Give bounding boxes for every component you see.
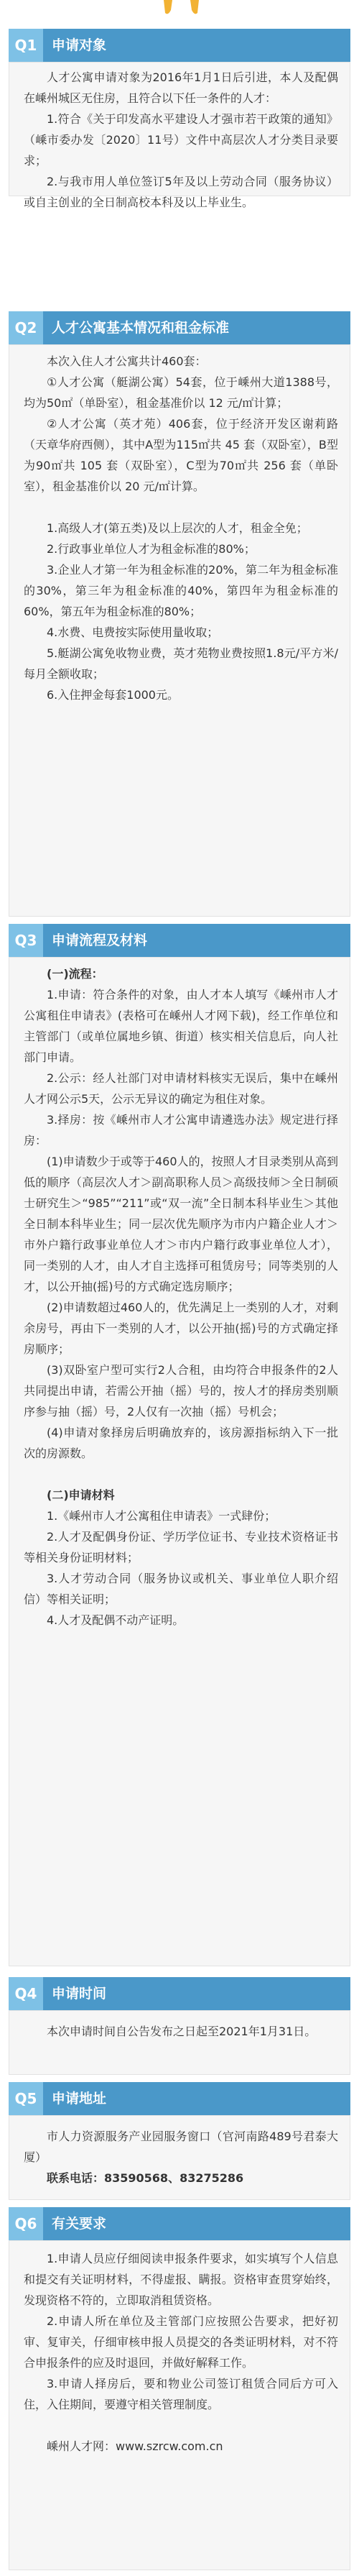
paragraph: 1.符合《关于印发高水平建设人才强市若干政策的通知》（嵊市委办发〔2020〕11号）文件中高层次人才分类目录要求； [24, 112, 338, 168]
section-title: 申请对象 [52, 37, 107, 53]
paragraph: 3.申请人择房后，要和物业公司签订租赁合同后方可入住，入住期间，要遵守相关管理制度。 [24, 2377, 338, 2411]
section-title: 申请时间 [52, 1986, 107, 2002]
paragraph: 3.企业人才第一年为租金标准的20%，第二年为租金标准的30%，第三年为租金标准的40%，第四年为租金标准的60%，第五年为租金标准的80%； [24, 563, 338, 618]
paragraph: ①人才公寓（艇湖公寓）54套，位于嵊州大道1388号，均为50㎡（单卧室），租金基准价以 12 元/㎡计算； [24, 375, 338, 410]
section-body [9, 957, 350, 1966]
question-number-badge: Q4 [9, 1977, 43, 2010]
section-application-target [9, 29, 350, 209]
paragraph: 本次入住人才公寓共计460套： [47, 354, 207, 368]
address-text: 市人力资源服务产业园服务窗口（官河南路489号君泰大厦） [24, 2130, 338, 2164]
paragraph: 2.公示：经人社部门对申请材料核实无误后，集中在嵊州人才网公示5天，公示无异议的确定为租住对象。 [24, 1071, 338, 1106]
question-number-badge: Q1 [9, 29, 43, 62]
paragraph: 1.申请：符合条件的对象，由人才本人填写《嵊州市人才公寓租住申请表》(表格可在嵊州人才网下载)，经工作单位和主管部门（或单位属地乡镇、街道）核实相关信息后，向人社部门申请。 [24, 988, 338, 1064]
paragraph: 本次申请时间自公告发布之日起至2021年1月31日。 [47, 2025, 317, 2038]
section-application-time [9, 1977, 350, 2075]
section-header [9, 311, 350, 344]
paragraph: (3)双卧室户型可实行2人合租，由均符合申报条件的2人共同提出申请，若需公开抽（摇）号的，按人才的择房类别顺序参与抽（摇）号，2人仅有一次抽（摇）号机会； [24, 1363, 338, 1418]
paragraph: 1.高级人才(第五类)及以上层次的人才，租金全免； [47, 521, 308, 535]
section-title: 有关要求 [52, 2216, 107, 2232]
paragraph: 6.入住押金每套1000元。 [47, 688, 179, 702]
section-title: 申请地址 [52, 2091, 107, 2107]
section-header [9, 1977, 350, 2010]
paragraph: 4.人才及配偶不动产证明。 [47, 1613, 185, 1627]
question-number-badge: Q5 [9, 2082, 43, 2115]
question-number-badge: Q6 [9, 2207, 43, 2240]
section-header [9, 924, 350, 957]
paragraph: (1)申请数少于或等于460人的，按照人才目录类别从高到低的顺序（高层次人才＞副高职称人员＞高级技师＞全日制硕士研究生＞“985”“211”或“双一流”全日制本科毕业生＞其他全日制本科毕业生；同一层次优先顺序为市内户籍企业人才＞市外户籍行政事业单位人才＞市内户籍行政事业单位人才），同一类别的人才，由人才自主选择可租赁房号；同等类别的人才，以公开抽(摇)号的方式确定选房顺序； [24, 1155, 338, 1293]
contact-phone: 联系电话：83590568、83275286 [47, 2171, 244, 2185]
paragraph: ②人才公寓（英才苑）406套，位于经济开发区谢莉路（天章华府西侧），其中A型为115㎡共 45 套（双卧室），B型为90㎡共 105 套（双卧室），C型为70㎡共 256 套（单卧室），租金基准价以 20 元/㎡计算。 [24, 417, 338, 493]
section-apartment-info-and-rent [9, 311, 350, 917]
section-header [9, 2207, 350, 2240]
website-footer: 嵊州人才网：www.szrcw.com.cn [47, 2439, 223, 2453]
decorative-hands-icon [162, 0, 201, 19]
section-body [9, 2240, 350, 2570]
paragraph: 2.人才及配偶身份证、学历学位证书、专业技术资格证书等相关身份证明材料； [24, 1530, 338, 1564]
section-title: 申请流程及材料 [52, 932, 148, 948]
section-header [9, 2082, 350, 2115]
question-number-badge: Q3 [9, 924, 43, 957]
question-number-badge: Q2 [9, 311, 43, 344]
paragraph: 5.艇湖公寓免收物业费，英才苑物业费按照1.8元/平方米/每月全额收取； [24, 646, 338, 681]
paragraph: 3.人才劳动合同（服务协议或机关、事业单位人职介绍信）等相关证明； [24, 1572, 338, 1606]
paragraph: 2.行政事业单位人才为租金标准的80%； [47, 542, 256, 556]
paragraph: (2)申请数超过460人的，优先满足上一类别的人才，对剩余房号，再由下一类别的人才，以公开抽(摇)号的方式确定择房顺序； [24, 1301, 338, 1356]
paragraph: 2.与我市用人单位签订5年及以上劳动合同（服务协议）或自主创业的全日制高校本科及以上毕业生。 [24, 175, 338, 209]
section-application-address [9, 2082, 350, 2200]
section-body [9, 2010, 350, 2075]
section-application-process [9, 924, 350, 1966]
paragraph: 3.择房：按《嵊州市人才公寓申请遴选办法》规定进行择房： [24, 1113, 338, 1147]
section-requirements [9, 2207, 350, 2570]
paragraph: 4.水费、电费按实际使用量收取； [47, 625, 219, 639]
paragraph: (4)申请对象择房后明确放弃的，该房源指标纳入下一批次的房源数。 [24, 1426, 338, 1460]
section-body [9, 344, 350, 917]
section-title: 人才公寓基本情况和租金标准 [52, 320, 230, 336]
section-header [9, 29, 350, 62]
section-body [9, 62, 350, 209]
paragraph: 1.申请人员应仔细阅读申报条件要求，如实填写个人信息和提交有关证明材料，不得虚报、瞒报。资格审查贯穿始终，发现资格不符的，立即取消租赁资格。 [24, 2252, 338, 2307]
paragraph: 2.申请人所在单位及主管部门应按照公告要求，把好初审、复审关，仔细审核申报人员提交的各类证明材料，对不符合申报条件的应及时退回，并做好解释工作。 [24, 2314, 338, 2370]
subheading: (二)申请材料 [47, 1488, 115, 1502]
section-body [9, 2115, 350, 2200]
paragraph: 1.《嵊州市人才公寓租住申请表》一式肆份； [47, 1509, 276, 1523]
paragraph: 人才公寓申请对象为2016年1月1日后引进，本人及配偶在嵊州城区无住房，且符合以下任一条件的人才： [24, 70, 338, 105]
subheading: (一)流程： [47, 967, 103, 981]
